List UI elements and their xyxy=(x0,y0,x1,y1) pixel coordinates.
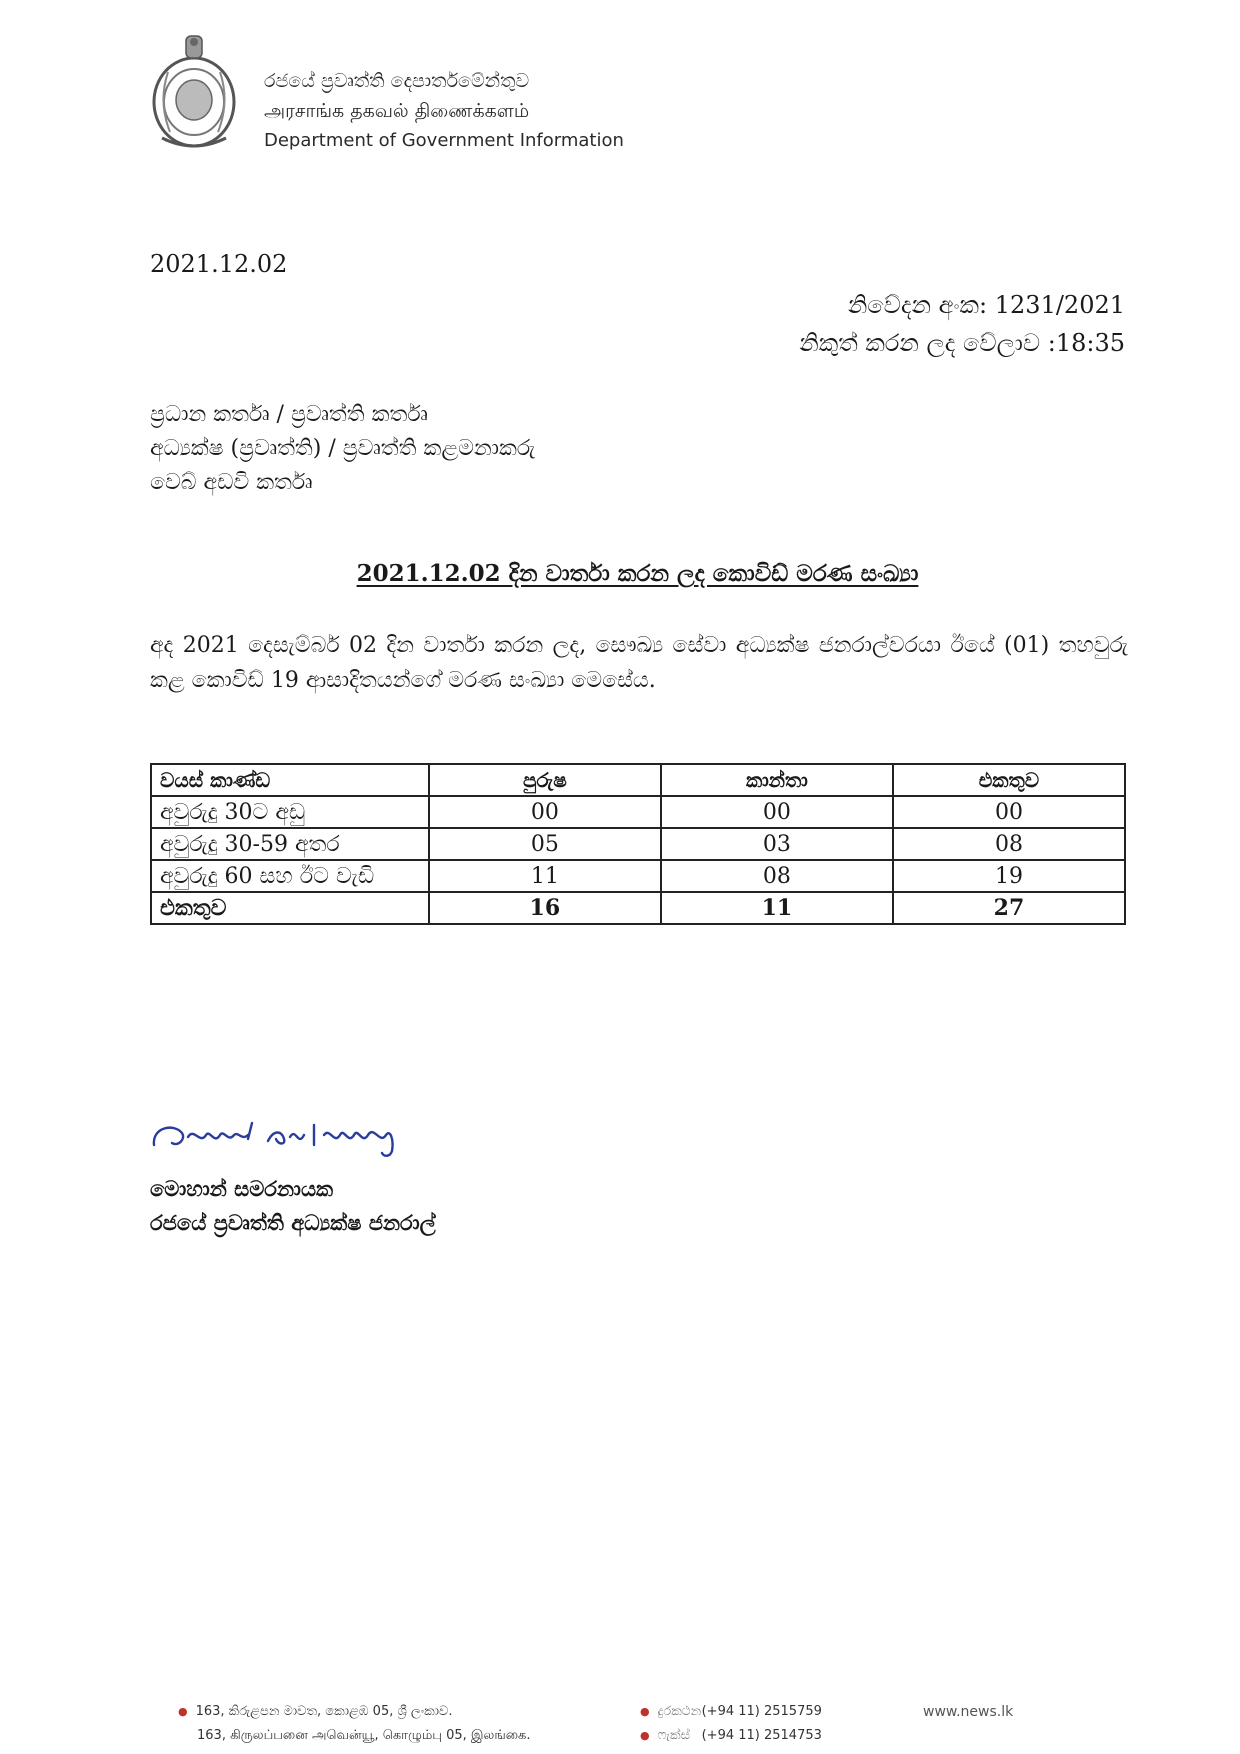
document-title: 2021.12.02 දින වාර්තා කරන ලද කොවිඩ් මරණ සංඛ්‍යා xyxy=(356,560,919,587)
table-row xyxy=(151,828,1125,860)
male-cell: 00 xyxy=(429,796,661,828)
bullet-icon: ● xyxy=(640,1729,650,1742)
signer-designation: රජයේ ප්‍රවෘත්ති අධ්‍යක්ෂ ජනරාල් xyxy=(150,1211,436,1235)
female-cell: 00 xyxy=(661,796,893,828)
age-group-cell: අවුරුදු 60 සහ ඊට වැඩි xyxy=(151,860,429,892)
female-cell: 03 xyxy=(661,828,893,860)
phone-label: දුරකථන xyxy=(657,1704,702,1719)
sri-lanka-emblem-icon xyxy=(148,28,240,152)
document-date: 2021.12.02 xyxy=(150,250,288,278)
footer-contact xyxy=(640,1700,822,1748)
table-header-row xyxy=(151,764,1125,796)
total-cell: 08 xyxy=(893,828,1125,860)
signer-block xyxy=(150,1172,436,1240)
table-row xyxy=(151,860,1125,892)
table-row xyxy=(151,796,1125,828)
reference-block xyxy=(799,286,1125,362)
male-total-cell: 16 xyxy=(429,892,661,924)
recipient-item: වෙබ් අඩවි කර්තෘ xyxy=(150,470,313,495)
department-name-tamil: அரசாங்க தகவல் திணைக்களம் xyxy=(264,100,530,122)
table-total-row xyxy=(151,892,1125,924)
address-tamil: 163, கிருலப்பனை அவென்யூ, கொழும்பு 05, இலங்கை. xyxy=(197,1728,531,1743)
total-cell: 00 xyxy=(893,796,1125,828)
header-age-group: වයස් කාණ්ඩ xyxy=(151,764,429,796)
fax-number: (+94 11) 2514753 xyxy=(701,1728,822,1743)
bullet-icon: ● xyxy=(178,1705,188,1718)
department-name-english: Department of Government Information xyxy=(264,130,624,151)
department-name-block xyxy=(264,66,624,156)
male-cell: 05 xyxy=(429,828,661,860)
grand-total-cell: 27 xyxy=(893,892,1125,924)
male-cell: 11 xyxy=(429,860,661,892)
body-paragraph: අද 2021 දෙසැම්බර් 02 දින වාර්තා කරන ලද, සෞඛ්‍ය සේවා අධ්‍යක්ෂ ජනරාල්වරයා ඊයේ (01) තහවුරු කළ කොවිඩ් 19 ආසාදිතයන්ගේ මරණ සංඛ්‍යා මෙසේය. xyxy=(150,633,1128,693)
phone-number: (+94 11) 2515759 xyxy=(701,1704,822,1719)
header-female: කාන්තා xyxy=(661,764,893,796)
header-male: පුරුෂ xyxy=(429,764,661,796)
death-statistics-table xyxy=(150,763,1126,925)
notice-number: නිවේදන අංක: 1231/2021 xyxy=(847,291,1125,319)
recipient-item: ප්‍රධාන කර්තෘ / ප්‍රවෘත්ති කර්තෘ xyxy=(150,402,428,427)
signer-name: මොහාන් සමරනායක xyxy=(150,1177,334,1201)
release-time: නිකුත් කරන ලද වේලාව :18:35 xyxy=(799,329,1125,357)
female-total-cell: 11 xyxy=(661,892,893,924)
fax-label: ෆැක්ස් xyxy=(657,1728,690,1743)
total-label-cell: එකතුව xyxy=(151,892,429,924)
footer-address xyxy=(178,1700,530,1748)
total-cell: 19 xyxy=(893,860,1125,892)
recipient-item: අධ්‍යක්ෂ (ප්‍රවෘත්ති) / ප්‍රවෘත්ති කළමනාකරු xyxy=(150,436,536,461)
footer-website: www.news.lk xyxy=(923,1704,1014,1720)
female-cell: 08 xyxy=(661,860,893,892)
signature-icon xyxy=(148,1105,428,1175)
header-total: එකතුව xyxy=(893,764,1125,796)
address-sinhala: 163, කිරුළපන මාවත, කොළඹ 05, ශ්‍රී ලංකාව. xyxy=(195,1704,453,1719)
recipient-list xyxy=(150,398,535,500)
age-group-cell: අවුරුදු 30ට අඩු xyxy=(151,796,429,828)
department-name-sinhala: රජයේ ප්‍රවෘත්ති දෙපාර්තමේන්තුව xyxy=(264,70,530,92)
age-group-cell: අවුරුදු 30-59 අතර xyxy=(151,828,429,860)
bullet-icon: ● xyxy=(640,1705,650,1718)
